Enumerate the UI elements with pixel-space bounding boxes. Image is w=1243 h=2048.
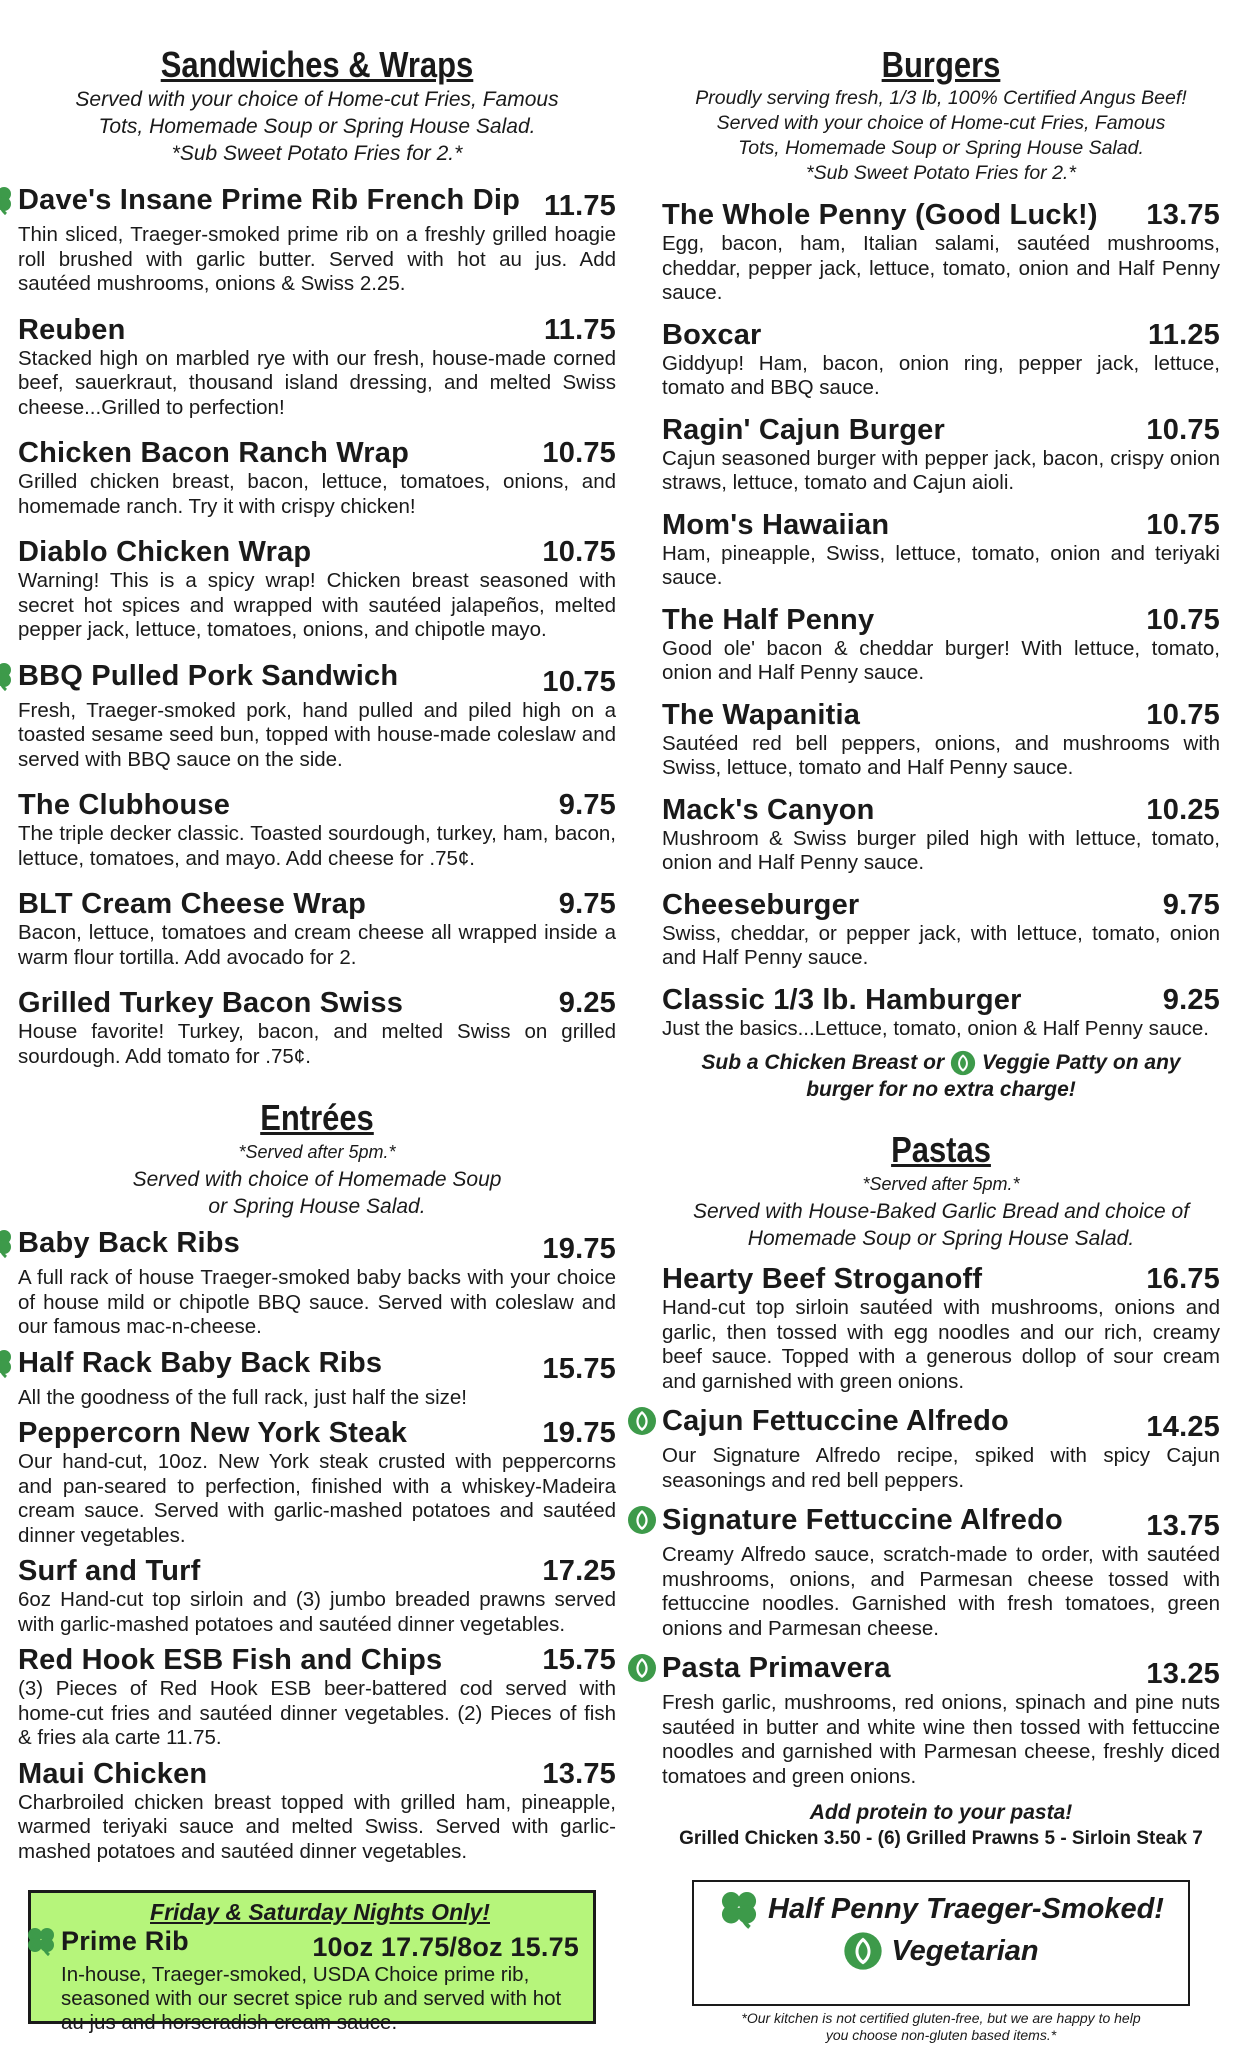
menu-item-name-text: Dave's Insane Prime Rib French Dip bbox=[18, 184, 521, 216]
clover-icon bbox=[0, 1228, 14, 1258]
menu-item-name-text: Surf and Turf bbox=[18, 1555, 201, 1587]
special-description: In-house, Traeger-smoked, USDA Choice prime rib, seasoned with our secret spice rub and served with hot au jus and horseradish cream sauce. bbox=[61, 1963, 562, 2034]
menu-item bbox=[18, 986, 616, 1069]
section-title-sandwiches: Sandwiches & Wraps bbox=[160, 44, 474, 85]
clover-icon bbox=[0, 661, 14, 691]
burgers-subtitle bbox=[662, 86, 1220, 186]
legend-row-clover bbox=[704, 1888, 1178, 1930]
subtitle-line: Served with House-Baked Garlic Bread and choice of bbox=[692, 1200, 1190, 1224]
protein-list: Grilled Chicken 3.50 - (6) Grilled Prawns 5 - Sirloin Steak 7 bbox=[679, 1828, 1203, 1850]
menu-item-description: Mushroom & Swiss burger piled high with lettuce, tomato, onion and Half Penny sauce. bbox=[662, 826, 1220, 874]
menu-item-name-text: Cheeseburger bbox=[662, 888, 860, 921]
menu-item-name-text: Maui Chicken bbox=[18, 1757, 208, 1790]
clover-icon bbox=[0, 185, 14, 215]
menu-item bbox=[662, 888, 1220, 971]
menu-item bbox=[662, 198, 1220, 306]
menu-item-name-text: Mom's Hawaiian bbox=[662, 508, 890, 541]
right-column bbox=[662, 44, 1220, 1852]
special-name bbox=[61, 1925, 189, 1957]
menu-item-description: Good ole' bacon & cheddar burger! With lettuce, tomato, onion and Half Penny sauce. bbox=[662, 636, 1220, 684]
menu-item-price: 9.75 bbox=[558, 888, 616, 920]
clover-icon bbox=[718, 1889, 760, 1929]
gluten-footnote bbox=[692, 2010, 1190, 2044]
menu-item-header bbox=[662, 508, 1220, 542]
menu-item-price: 15.75 bbox=[542, 1644, 616, 1676]
menu-item-price: 10.75 bbox=[1146, 413, 1220, 446]
menu-item-header bbox=[18, 183, 616, 223]
menu-item-price: 11.25 bbox=[1148, 318, 1220, 351]
menu-item-header bbox=[18, 535, 616, 569]
menu-item-price: 13.75 bbox=[1146, 199, 1220, 231]
menu-item-header bbox=[18, 1643, 616, 1677]
special-title-row bbox=[61, 1925, 579, 1963]
menu-item-header bbox=[18, 986, 616, 1020]
menu-item-header bbox=[18, 313, 616, 347]
menu-item-description: Our Signature Alfredo recipe, spiked with spicy Cajun seasonings and red bell peppers. bbox=[662, 1444, 1220, 1492]
menu-item-description: (3) Pieces of Red Hook ESB beer-battered cod served with home-cut fries and sautéed dinner vegetables. (2) Pieces of fish & fries ala carte 11.75. bbox=[18, 1677, 616, 1749]
menu-item-header bbox=[662, 1262, 1220, 1296]
subtitle-line: *Sub Sweet Potato Fries for 2.* bbox=[806, 162, 1076, 184]
subtitle-line: *Served after 5pm.* bbox=[238, 1142, 396, 1162]
clover-icon bbox=[25, 1926, 57, 1956]
pastas-list bbox=[662, 1262, 1220, 1789]
menu-item-header bbox=[662, 318, 1220, 352]
menu-item-description: Giddyup! Ham, bacon, onion ring, pepper jack, lettuce, tomato and BBQ sauce. bbox=[662, 351, 1220, 399]
menu-item bbox=[18, 1643, 616, 1751]
menu-item-name bbox=[662, 603, 874, 637]
sandwiches-subtitle bbox=[18, 86, 616, 167]
legend-row-leaf bbox=[704, 1930, 1178, 1972]
menu-item bbox=[662, 1503, 1220, 1641]
menu-item bbox=[18, 1226, 616, 1340]
menu-item bbox=[662, 793, 1220, 876]
menu-item-name-text: BLT Cream Cheese Wrap bbox=[18, 888, 367, 920]
menu-item bbox=[18, 659, 616, 773]
menu-item-description: Swiss, cheddar, or pepper jack, with lettuce, tomato, onion and Half Penny sauce. bbox=[662, 921, 1220, 969]
menu-item-name bbox=[18, 436, 409, 470]
subtitle-line: *Sub Sweet Potato Fries for 2.* bbox=[171, 142, 463, 165]
menu-item-description: Charbroiled chicken breast topped with grilled ham, pineapple, warmed teriyaki sauce and melted Swiss. Served with garlic-mashed potatoes and sautéed dinner vegetables. bbox=[18, 1790, 616, 1863]
menu-item-description: The triple decker classic. Toasted sourdough, turkey, ham, bacon, lettuce, tomatoes, and mayo. Add cheese for .75¢. bbox=[18, 822, 616, 870]
menu-item-header bbox=[18, 1554, 616, 1588]
menu-item-header bbox=[662, 793, 1220, 827]
menu-item-name-text: Baby Back Ribs bbox=[18, 1227, 240, 1259]
menu-item bbox=[662, 603, 1220, 686]
menu-item-name bbox=[18, 313, 126, 347]
menu-item-name bbox=[18, 887, 366, 921]
menu-item-price: 10.75 bbox=[1146, 698, 1220, 731]
menu-item-price: 9.25 bbox=[558, 987, 616, 1019]
menu-item-name bbox=[18, 535, 311, 569]
subtitle-line: Homemade Soup or Spring House Salad. bbox=[747, 1227, 1135, 1251]
menu-item-price: 10.75 bbox=[542, 536, 616, 568]
menu-item-name-text: Grilled Turkey Bacon Swiss bbox=[18, 987, 404, 1019]
menu-item-price: 11.75 bbox=[544, 313, 616, 346]
menu-item-price: 9.25 bbox=[1162, 983, 1220, 1016]
menu-item-price: 16.75 bbox=[1146, 1263, 1220, 1296]
menu-item-price: 10.75 bbox=[1146, 603, 1220, 636]
menu-item-price: 17.25 bbox=[542, 1555, 616, 1587]
menu-item-header bbox=[662, 198, 1220, 232]
menu-item-name bbox=[18, 1757, 207, 1791]
burgers-list bbox=[662, 198, 1220, 1041]
footnote-line: you choose non-gluten based items.* bbox=[825, 2027, 1057, 2043]
note-part-b: Veggie Patty on any bbox=[981, 1051, 1181, 1074]
menu-item bbox=[18, 183, 616, 297]
menu-item-description: 6oz Hand-cut top sirloin and (3) jumbo breaded prawns served with garlic-mashed potatoes and sautéed dinner vegetables. bbox=[18, 1588, 616, 1636]
leaf-icon bbox=[626, 1653, 658, 1683]
menu-item-description: House favorite! Turkey, bacon, and melted Swiss on grilled sourdough. Add tomato for .75¢. bbox=[18, 1020, 616, 1068]
menu-item-name bbox=[662, 1651, 891, 1685]
menu-item-price: 13.75 bbox=[542, 1757, 616, 1790]
menu-item-description: Sautéed red bell peppers, onions, and mushrooms with Swiss, lettuce, tomato and Half Penny sauce. bbox=[662, 731, 1220, 779]
menu-item-header bbox=[662, 698, 1220, 732]
menu-item-description: Grilled chicken breast, bacon, lettuce, tomatoes, onions, and homemade ranch. Try it with crispy chicken! bbox=[18, 470, 616, 518]
menu-item-price: 15.75 bbox=[542, 1352, 616, 1385]
menu-item-name-text: The Clubhouse bbox=[18, 789, 231, 821]
menu-item-name-text: Classic 1/3 lb. Hamburger bbox=[662, 983, 1022, 1016]
menu-item bbox=[18, 1554, 616, 1637]
menu-item-description: Thin sliced, Traeger-smoked prime rib on a freshly grilled hoagie roll brushed with garlic butter. Served with hot au jus. Add sautéed mushrooms, onions & Swiss 2.25. bbox=[18, 223, 616, 295]
menu-item-name bbox=[662, 983, 1022, 1017]
menu-item-description: A full rack of house Traeger-smoked baby backs with your choice of house mild or chipotle BBQ sauce. Served with coleslaw and our famous mac-n-cheese. bbox=[18, 1266, 616, 1338]
menu-item-header bbox=[662, 1651, 1220, 1691]
footnote-line: *Our kitchen is not certified gluten-free, but we are happy to help bbox=[741, 2010, 1141, 2026]
menu-item-name bbox=[18, 788, 230, 822]
menu-item-name bbox=[18, 1643, 442, 1677]
menu-item-name bbox=[662, 698, 860, 732]
protein-title: Add protein to your pasta! bbox=[809, 1801, 1073, 1825]
menu-item-name-text: Ragin' Cajun Burger bbox=[662, 413, 945, 446]
menu-item-description: Fresh, Traeger-smoked pork, hand pulled and piled high on a toasted sesame seed bun, topped with house-made coleslaw and served with BBQ sauce on the side. bbox=[18, 698, 616, 771]
menu-item-name bbox=[662, 198, 1098, 232]
menu-item bbox=[18, 1346, 616, 1411]
menu-item-header bbox=[662, 888, 1220, 922]
menu-item-header bbox=[18, 1416, 616, 1450]
menu-item-description: All the goodness of the full rack, just half the size! bbox=[18, 1385, 467, 1409]
menu-item-name-text: BBQ Pulled Pork Sandwich bbox=[18, 659, 399, 692]
menu-item-name bbox=[662, 793, 875, 827]
subtitle-line: Served with choice of Homemade Soup bbox=[132, 1168, 502, 1191]
menu-item-name-text: Cajun Fettuccine Alfredo bbox=[662, 1405, 1009, 1438]
leaf-icon bbox=[626, 1406, 658, 1436]
menu-item-name bbox=[662, 508, 889, 542]
menu-item bbox=[18, 313, 616, 421]
menu-item-description: Cajun seasoned burger with pepper jack, bacon, crispy onion straws, lettuce, tomato and Cajun aioli. bbox=[662, 446, 1220, 494]
menu-item-price: 13.75 bbox=[1146, 1510, 1220, 1543]
menu-item bbox=[662, 1404, 1220, 1493]
menu-item bbox=[662, 508, 1220, 591]
menu-item-name-text: Diablo Chicken Wrap bbox=[18, 536, 312, 568]
menu-item bbox=[662, 413, 1220, 496]
section-title-burgers: Burgers bbox=[881, 44, 1001, 85]
menu-item-header bbox=[662, 983, 1220, 1017]
menu-item-description: Bacon, lettuce, tomatoes and cream cheese all wrapped inside a warm flour tortilla. Add avocado for 2. bbox=[18, 921, 616, 969]
menu-item-name-text: Pasta Primavera bbox=[662, 1652, 891, 1685]
menu-item-name-text: Signature Fettuccine Alfredo bbox=[662, 1504, 1063, 1537]
menu-item-header bbox=[662, 1404, 1220, 1444]
menu-item-header bbox=[18, 436, 616, 470]
menu-item-name bbox=[662, 1262, 982, 1296]
leaf-icon bbox=[950, 1050, 976, 1076]
menu-item-price: 9.75 bbox=[558, 789, 616, 821]
menu-item-header bbox=[18, 1346, 616, 1386]
menu-item-name-text: The Half Penny bbox=[662, 603, 875, 636]
legend-clover-label: Half Penny Traeger-Smoked! bbox=[768, 1893, 1164, 1925]
menu-item-name-text: Hearty Beef Stroganoff bbox=[662, 1263, 983, 1296]
menu-item-header bbox=[18, 887, 616, 921]
menu-item-name bbox=[18, 183, 520, 217]
section-title-entrees: Entrées bbox=[260, 1097, 374, 1138]
icon-legend-box bbox=[692, 1880, 1190, 2006]
subtitle-line: or Spring House Salad. bbox=[208, 1195, 426, 1218]
menu-item bbox=[18, 887, 616, 970]
menu-item bbox=[18, 1757, 616, 1865]
menu-item-description: Hand-cut top sirloin sautéed with mushrooms, onions and garlic, then tossed with egg noodles and our rich, creamy beef sauce. Topped with a generous dollop of sour cream and garnished with green onions. bbox=[662, 1296, 1220, 1393]
menu-item bbox=[18, 1416, 616, 1548]
clover-icon bbox=[0, 1348, 14, 1378]
menu-item-price: 10.75 bbox=[542, 665, 616, 698]
menu-item-name bbox=[18, 986, 403, 1020]
menu-item bbox=[662, 1262, 1220, 1394]
leaf-icon bbox=[626, 1505, 658, 1535]
menu-item-name-text: The Whole Penny (Good Luck!) bbox=[662, 199, 1098, 231]
menu-item-price: 11.75 bbox=[544, 190, 616, 222]
pastas-subtitle bbox=[662, 1171, 1220, 1252]
menu-item-description: Just the basics...Lettuce, tomato, onion & Half Penny sauce. bbox=[662, 1016, 1209, 1040]
menu-item-description: Creamy Alfredo sauce, scratch-made to order, with sautéed mushrooms, onions, and Parmesan cheese tossed with fettuccine noodles. Garnished with fresh tomatoes, green onions and Parmesan cheese. bbox=[662, 1543, 1220, 1640]
legend-leaf-label: Vegetarian bbox=[891, 1935, 1039, 1967]
menu-item bbox=[662, 1651, 1220, 1789]
subtitle-line: Tots, Homemade Soup or Spring House Salad. bbox=[98, 115, 536, 138]
menu-item bbox=[18, 535, 616, 643]
subtitle-line: Served with your choice of Home-cut Fries, Famous bbox=[716, 112, 1166, 134]
menu-item-price: 10.75 bbox=[542, 437, 616, 469]
subtitle-line: Tots, Homemade Soup or Spring House Salad. bbox=[738, 137, 1144, 159]
menu-item-name-text: Red Hook ESB Fish and Chips bbox=[18, 1644, 443, 1676]
menu-item-description: Warning! This is a spicy wrap! Chicken breast seasoned with secret hot spices and wrapped with sautéed jalapeños, melted pepper jack, lettuce, tomatoes, onions, and chipotle mayo. bbox=[18, 569, 616, 641]
menu-item-description: Stacked high on marbled rye with our fresh, house-made corned beef, sauerkraut, thousand island dressing, and melted Swiss cheese...Grilled to perfection! bbox=[18, 346, 616, 419]
menu-item-header bbox=[18, 1226, 616, 1266]
menu-item-price: 19.75 bbox=[542, 1417, 616, 1449]
menu-item-description: Our hand-cut, 10oz. New York steak crusted with peppercorns and pan-seared to perfection, finished with a whiskey-Madeira cream sauce. Served with garlic-mashed potatoes and sautéed dinner vegetables. bbox=[18, 1450, 616, 1547]
menu-item-name-text: Peppercorn New York Steak bbox=[18, 1417, 408, 1449]
menu-item-name-text: Half Rack Baby Back Ribs bbox=[18, 1346, 383, 1379]
menu-item-header bbox=[18, 659, 616, 699]
subtitle-line: Served with your choice of Home-cut Fries, Famous bbox=[75, 88, 559, 111]
note-line-2: burger for no extra charge! bbox=[806, 1078, 1076, 1102]
menu-item-name bbox=[662, 1503, 1063, 1537]
menu-item-name-text: Chicken Bacon Ranch Wrap bbox=[18, 437, 410, 469]
menu-item-header bbox=[662, 1503, 1220, 1543]
menu-item-price: 10.25 bbox=[1146, 793, 1220, 826]
menu-item-description: Ham, pineapple, Swiss, lettuce, tomato, onion and teriyaki sauce. bbox=[662, 541, 1220, 589]
menu-item-price: 13.25 bbox=[1146, 1658, 1220, 1691]
special-heading: Friday & Saturday Nights Only! bbox=[150, 1899, 490, 1925]
menu-item-name bbox=[662, 413, 945, 447]
menu-item-description: Fresh garlic, mushrooms, red onions, spinach and pine nuts sautéed in butter and white wine then tossed with fettuccine noodles and garnished with Parmesan cheese, freshly diced tomatoes and green onions. bbox=[662, 1691, 1220, 1788]
subtitle-line: *Served after 5pm.* bbox=[862, 1174, 1020, 1195]
burger-substitution-note bbox=[662, 1049, 1220, 1103]
menu-item-name bbox=[662, 888, 859, 922]
menu-item-name bbox=[18, 1416, 407, 1450]
entrees-list bbox=[18, 1226, 616, 1864]
menu-item-name-text: Boxcar bbox=[662, 318, 762, 351]
menu-item-header bbox=[662, 413, 1220, 447]
note-part-a: Sub a Chicken Breast or bbox=[701, 1051, 945, 1074]
menu-item bbox=[18, 788, 616, 871]
prime-rib-special-box bbox=[28, 1890, 596, 2034]
menu-item-price: 19.75 bbox=[542, 1233, 616, 1265]
menu-item-header bbox=[662, 603, 1220, 637]
sandwiches-list bbox=[18, 183, 616, 1069]
menu-item-name-text: Reuben bbox=[18, 313, 126, 346]
menu-item-name bbox=[662, 1404, 1009, 1438]
special-name-text: Prime Rib bbox=[61, 1926, 189, 1956]
subtitle-line: Proudly serving fresh, 1/3 lb, 100% Certified Angus Beef! bbox=[695, 87, 1187, 109]
menu-item bbox=[662, 983, 1220, 1042]
menu-item bbox=[662, 698, 1220, 781]
menu-item-name-text: The Wapanitia bbox=[662, 698, 861, 731]
menu-item-price: 14.25 bbox=[1146, 1411, 1220, 1444]
left-column bbox=[18, 44, 616, 1864]
menu-item-name bbox=[18, 1346, 382, 1380]
note-line-1 bbox=[662, 1049, 1220, 1076]
menu-item bbox=[18, 436, 616, 519]
menu-item-price: 9.75 bbox=[1162, 888, 1220, 921]
menu-item-header bbox=[18, 1757, 616, 1791]
leaf-icon bbox=[843, 1931, 883, 1971]
section-title-pastas: Pastas bbox=[891, 1129, 991, 1171]
menu-item-name-text: Mack's Canyon bbox=[662, 793, 875, 826]
menu-item-name bbox=[18, 1226, 240, 1260]
menu-item-description: Egg, bacon, ham, Italian salami, sautéed mushrooms, cheddar, pepper jack, lettuce, tomato, onion and Half Penny sauce. bbox=[662, 232, 1220, 304]
entrees-subtitle bbox=[18, 1139, 616, 1220]
menu-item-header bbox=[18, 788, 616, 822]
menu-item-name bbox=[662, 318, 762, 352]
menu-item bbox=[662, 318, 1220, 401]
menu-item-price: 10.75 bbox=[1146, 508, 1220, 541]
menu-item-name bbox=[18, 659, 398, 693]
menu-item-name bbox=[18, 1554, 201, 1588]
special-price: 10oz 17.75/8oz 15.75 bbox=[312, 1932, 579, 1962]
